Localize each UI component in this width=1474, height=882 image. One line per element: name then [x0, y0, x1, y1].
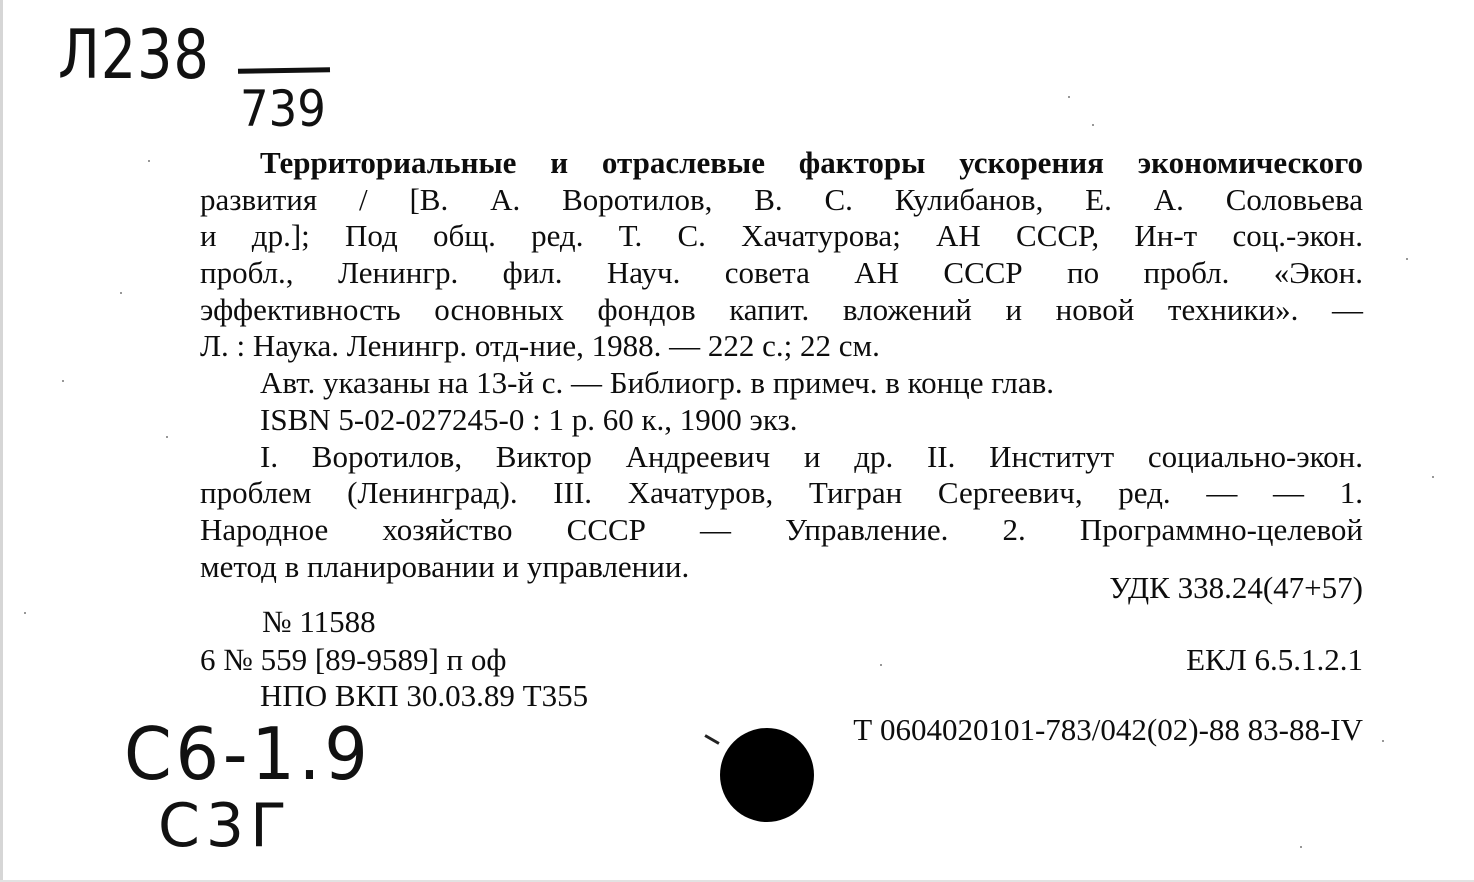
scan-speck	[1300, 846, 1302, 848]
handwritten-index-a: С6-1.9	[124, 712, 372, 796]
title-line: Территориальные и отраслевые факторы ускорения экономического	[260, 145, 1363, 180]
scan-speck	[148, 160, 150, 162]
handwritten-fraction-bar	[238, 67, 330, 74]
scan-speck	[1406, 258, 1408, 260]
title-line: эффективность основных фондов капит. вложений и новой техники». —	[200, 291, 1363, 327]
scan-speck	[1068, 96, 1070, 98]
isbn-line: ISBN 5-02-027245-0 : 1 р. 60 к., 1900 экз.	[260, 401, 798, 437]
punch-hole	[720, 728, 814, 822]
scan-speck	[1092, 124, 1094, 126]
tracing-line: I. Воротилов, Виктор Андреевич и др. II. Институт социально-экон.	[260, 438, 1363, 474]
card-number: № 11588	[262, 604, 376, 639]
ekl-code: ЕКЛ 6.5.1.2.1	[1186, 642, 1363, 677]
note-line: Авт. указаны на 13-й с. — Библиогр. в примеч. в конце глав.	[260, 365, 1055, 401]
imprint-line: Л. : Наука. Ленингр. отд-ние, 1988. — 222 с.; 22 см.	[200, 328, 880, 364]
print-order: 6 № 559 [89-9589] п оф	[200, 642, 507, 677]
pen-mark	[704, 734, 719, 745]
scan-speck	[24, 612, 26, 614]
handwritten-shelf-denominator: 739	[240, 80, 326, 138]
tracing-line: метод в планировании и управлении.	[200, 548, 690, 584]
scan-speck	[1382, 740, 1384, 742]
tracing-line: проблем (Ленинград). III. Хачатуров, Тигран Сергеевич, ред. — — 1.	[200, 475, 1363, 511]
scan-speck	[880, 664, 882, 666]
udk-code: УДК 338.24(47+57)	[1109, 570, 1363, 605]
title-line: развития / [В. А. Воротилов, В. С. Кулибанов, Е. А. Соловьева	[200, 181, 1363, 217]
title-line: и др.]; Под общ. ред. Т. С. Хачатурова; АН СССР, Ин-т соц.-экон.	[200, 218, 1363, 254]
handwritten-shelf-code: Л238	[58, 16, 210, 95]
title-line: пробл., Ленингр. фил. Науч. совета АН СССР по пробл. «Экон.	[200, 255, 1363, 291]
scan-speck	[62, 380, 64, 382]
scan-speck	[1432, 476, 1434, 478]
classification-code: Т 0604020101-783/042(02)-88 83-88-IV	[853, 712, 1363, 747]
tracing-line: Народное хозяйство СССР — Управление. 2. Программно-целевой	[200, 511, 1363, 547]
scan-speck	[120, 292, 122, 294]
printer-info: НПО ВКП 30.03.89 Т355	[260, 678, 589, 713]
handwritten-index-b: С3Г	[158, 791, 293, 861]
scan-speck	[166, 436, 168, 438]
bibliographic-record	[200, 145, 1363, 585]
card-left-edge	[0, 0, 3, 882]
